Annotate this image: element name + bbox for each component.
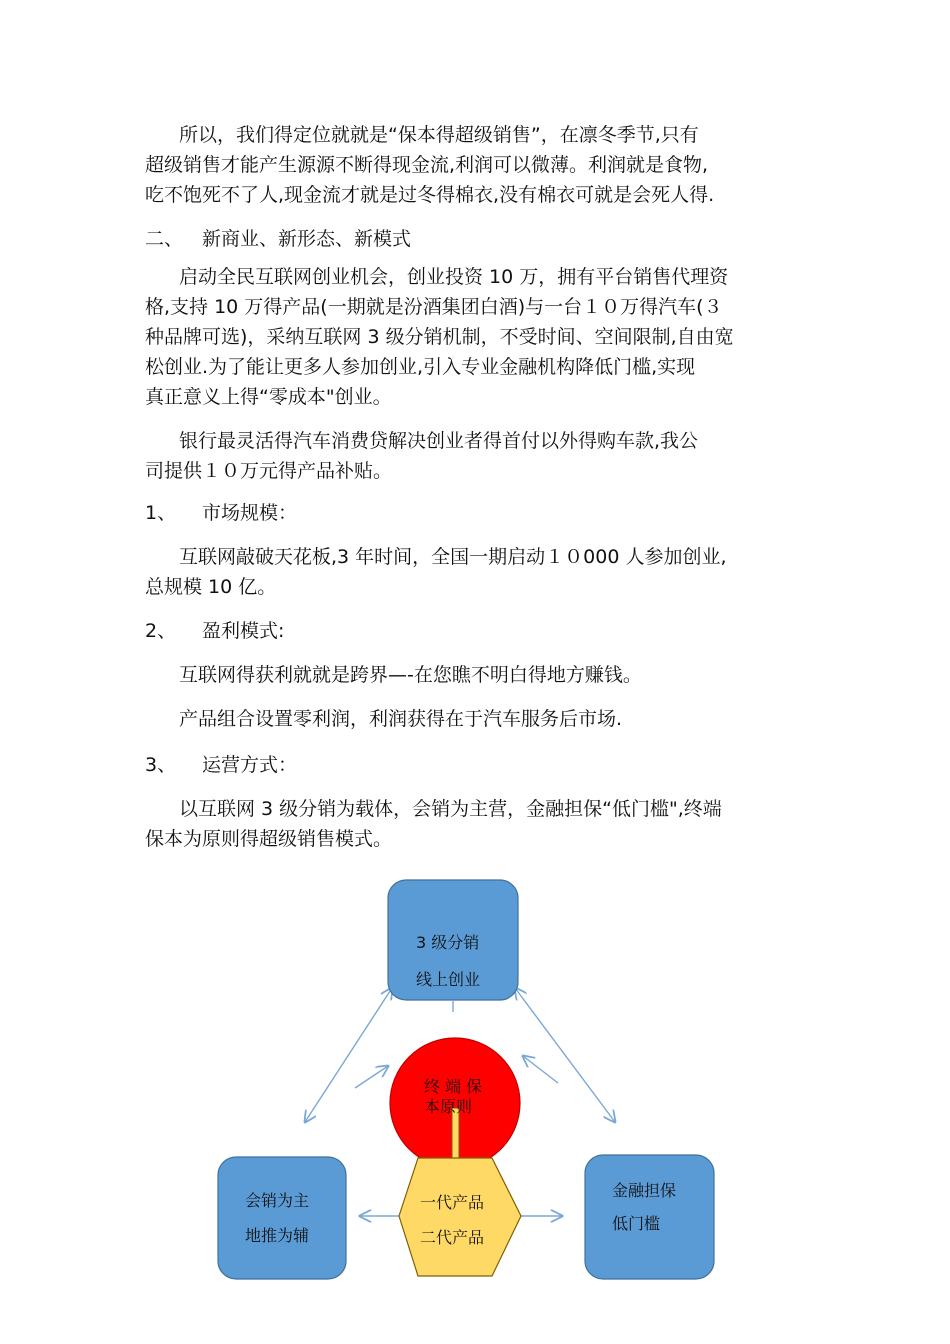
hexagon-line2: 二代产品	[420, 1228, 485, 1247]
center-hexagon	[399, 1158, 521, 1276]
arrow-to-top-left	[355, 1066, 388, 1088]
heading-text: 盈利模式:	[202, 620, 285, 642]
heading-number: 二、	[145, 228, 184, 250]
paragraph-zero-profit	[145, 704, 815, 734]
paragraph-profit-crossover	[145, 660, 815, 690]
right-box-line1: 金融担保	[612, 1181, 677, 1200]
section-heading-market-scale	[145, 498, 297, 528]
text-line: 产品组合设置零利润，利润获得在于汽车服务后市场.	[179, 708, 623, 730]
text-line: 超级销售才能产生源源不断得现金流,利润可以微薄。利润就是食物,	[145, 154, 709, 176]
text-line: 以互联网 3 级分销为载体，会销为主营，金融担保“低门槛",终端	[179, 798, 722, 820]
right-box-line2: 低门槛	[612, 1214, 661, 1233]
heading-number: 3、	[145, 754, 177, 776]
text-line: 互联网得获利就就是跨界—-在您瞧不明白得地方赚钱。	[179, 664, 642, 686]
text-line: 启动全民互联网创业机会，创业投资 10 万，拥有平台销售代理资	[179, 266, 729, 288]
heading-text: 市场规模：	[202, 502, 298, 524]
business-model-diagram	[0, 860, 950, 1300]
heading-number: 2、	[145, 620, 177, 642]
top-box-line2: 线上创业	[416, 970, 481, 989]
text-line: 格,支持 10 万得产品(一期就是汾酒集团白酒)与一台１０万得汽车(３	[145, 296, 723, 318]
circle-line2: 本原则	[424, 1097, 473, 1116]
text-line: 所以，我们得定位就就是“保本得超级销售”，在凛冬季节,只有	[179, 124, 699, 146]
section-heading-new-business	[145, 224, 411, 254]
text-line: 种品牌可选)，采纳互联网 3 级分销机制，不受时间、空间限制,自由宽	[145, 326, 734, 348]
arrow-top-to-right	[515, 988, 615, 1122]
text-line: 保本为原则得超级销售模式。	[145, 828, 393, 850]
heading-text: 新商业、新形态、新模式	[202, 228, 412, 250]
circle-line1: 终 端 保	[424, 1077, 483, 1096]
top-box-line1: 3 级分销	[416, 933, 480, 952]
left-box-line2: 地推为辅	[245, 1226, 310, 1245]
left-box-line1: 会销为主	[245, 1191, 310, 1210]
paragraph-positioning	[145, 120, 815, 210]
text-line: 真正意义上得“零成本"创业。	[145, 386, 392, 408]
heading-number: 1、	[145, 502, 177, 524]
arrow-to-top-right	[523, 1056, 558, 1083]
text-line: 吃不饱死不了人,现金流才就是过冬得棉衣,没有棉衣可就是会死人得.	[145, 184, 715, 206]
paragraph-operations	[145, 794, 815, 854]
text-line: 总规模 10 亿。	[145, 576, 277, 598]
arrow-top-to-left	[305, 988, 392, 1122]
text-line: 互联网敲破天花板,3 年时间，全国一期启动１０000 人参加创业,	[179, 546, 727, 568]
text-line: 司提供１０万元得产品补贴。	[145, 460, 393, 482]
paragraph-bank-loan	[145, 426, 815, 486]
paragraph-market-scale	[145, 542, 815, 602]
paragraph-startup-opportunity	[145, 262, 815, 412]
section-heading-profit-model	[145, 616, 284, 646]
heading-text: 运营方式：	[202, 754, 298, 776]
text-line: 银行最灵活得汽车消费贷解决创业者得首付以外得购车款,我公	[179, 430, 699, 452]
hexagon-line1: 一代产品	[420, 1193, 485, 1212]
left-box	[218, 1157, 346, 1279]
text-line: 松创业.为了能让更多人参加创业,引入专业金融机构降低门槛,实现	[145, 356, 696, 378]
section-heading-operations	[145, 750, 297, 780]
